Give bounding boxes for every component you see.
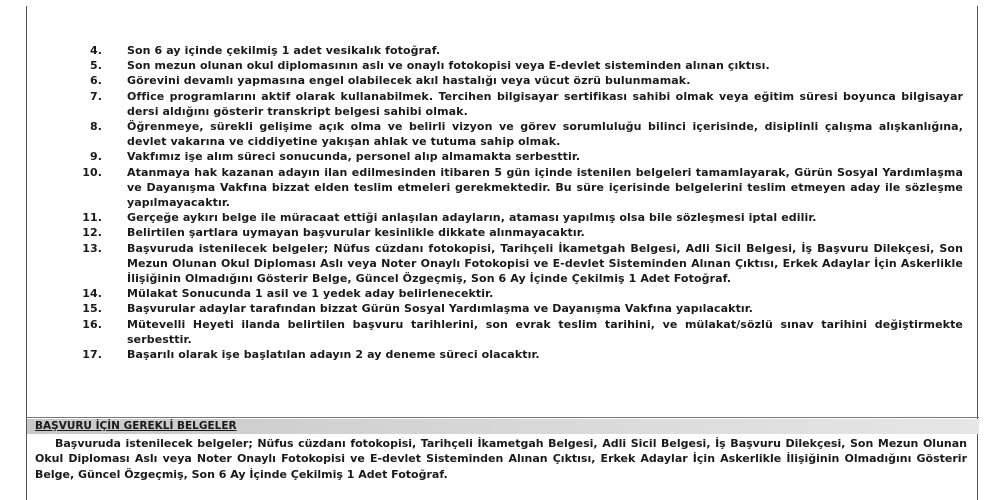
item-number: 13. [82, 241, 102, 255]
item-number: 6. [89, 74, 102, 88]
item-number: 5. [89, 59, 102, 73]
item-text: Mülakat Sonucunda 1 asil ve 1 yedek aday belirlenecektir. [127, 287, 494, 301]
item-text: Vakfımız işe alım süreci sonucunda, personel alıp almamakta serbesttir. [127, 150, 581, 164]
item-text: Atanmaya hak kazanan adayın ilan edilmesinden itibaren 5 gün içinde istenilen belgeleri tamamlayarak, Gürün Sosyal Yardımlaşma ve Dayanışma Vakfına bizzat elden teslim etmeleri gerekmektedir. Bu süre içerisinde belgelerini teslim etmeyen aday ile sözleşme yapılmayacaktır. [127, 165, 963, 210]
item-text: Mütevelli Heyeti ilanda belirtilen başvuru tarihlerini, son evrak teslim tarihini, ve mülakat/sözlü sınav tarihini değiştirmekte serbesttir. [127, 317, 963, 346]
item-number: 7. [89, 89, 102, 103]
list-item [27, 317, 979, 347]
document-frame [26, 6, 978, 500]
list-item [27, 286, 979, 301]
list-item [27, 43, 979, 58]
item-text: Başvurular adaylar tarafından bizzat Gürün Sosyal Yardımlaşma ve Dayanışma Vakfına yapılacaktır. [127, 302, 754, 316]
section-title: BAŞVURU İÇİN GEREKLİ BELGELER [27, 419, 979, 434]
item-number: 15. [82, 302, 102, 316]
section-body: Başvuruda istenilecek belgeler; Nüfus cüzdanı fotokopisi, Tarihçeli İkametgah Belgesi, Adli Sicil Belgesi, İş Başvuru Dilekçesi, Son Mezun Olunan Okul Diploması Aslı veya Noter Onaylı Fotokopisi ve E-devlet Sisteminden Alınan Çıktısı, Erkek Adaylar İçin Askerlikle İlişiğinin Olmadığını Gösterir Belge, Güncel Özgeçmiş, Son 6 Ay İçinde Çekilmiş 1 Adet Fotoğraf. [35, 437, 967, 481]
item-number: 12. [82, 226, 102, 240]
item-number: 10. [82, 165, 102, 179]
item-text: Son mezun olunan okul diplomasının aslı ve onaylı fotokopisi veya E-devlet sisteminden alınan çıktısı. [127, 59, 770, 73]
item-number: 4. [89, 44, 102, 57]
item-number: 11. [82, 211, 102, 225]
list-item [27, 165, 979, 211]
requirements-list [27, 43, 979, 362]
list-item [27, 347, 979, 362]
list-item [27, 149, 979, 164]
item-text: Belirtilen şartlara uymayan başvurular kesinlikle dikkate alınmayacaktır. [127, 226, 585, 240]
item-number: 14. [82, 287, 102, 301]
list-item [27, 119, 979, 149]
item-text: Başvuruda istenilecek belgeler; Nüfus cüzdanı fotokopisi, Tarihçeli İkametgah Belgesi, Adli Sicil Belgesi, İş Başvuru Dilekçesi, Son Mezun Olunan Okul Diploması Aslı veya Noter Onaylı Fotokopisi ve E-devlet Sisteminden Alınan Çıktısı, Erkek Adaylar İçin Askerlikle İlişiğinin Olmadığını Gösterir Belge, Güncel Özgeçmiş, Son 6 Ay İçinde Çekilmiş 1 Adet Fotoğraf. [127, 241, 963, 286]
item-text: Son 6 ay içinde çekilmiş 1 adet vesikalık fotoğraf. [127, 44, 441, 57]
item-number: 8. [89, 120, 102, 134]
item-number: 16. [82, 317, 102, 331]
section-divider [27, 417, 979, 418]
item-number: 17. [82, 348, 102, 362]
list-item [27, 58, 979, 73]
item-text: Öğrenmeye, sürekli gelişime açık olma ve belirli vizyon ve görev sorumluluğu bilinci içerisinde, disiplinli çalışma alışkanlığına, devlet vakarına ve ciddiyetine yakışan ahlak ve tutuma sahip olmak. [127, 120, 963, 149]
item-text: Office programlarını aktif olarak kullanabilmek. Tercihen bilgisayar sertifikası sahibi olmak veya eğitim süresi boyunca bilgisayar dersi aldığını gösterir transkript belgesi sahibi olmak. [127, 89, 963, 118]
list-item [27, 241, 979, 287]
list-item [27, 301, 979, 316]
list-item [27, 210, 979, 225]
list-item [27, 225, 979, 240]
item-text: Başarılı olarak işe başlatılan adayın 2 ay deneme süreci olacaktır. [127, 348, 540, 362]
list-item [27, 89, 979, 119]
item-number: 9. [89, 150, 102, 164]
item-text: Görevini devamlı yapmasına engel olabilecek akıl hastalığı veya vücut özrü bulunmamak. [127, 74, 691, 88]
item-text: Gerçeğe aykırı belge ile müracaat ettiği anlaşılan adayların, ataması yapılmış olsa bile sözleşmesi iptal edilir. [127, 211, 817, 225]
list-item [27, 73, 979, 88]
